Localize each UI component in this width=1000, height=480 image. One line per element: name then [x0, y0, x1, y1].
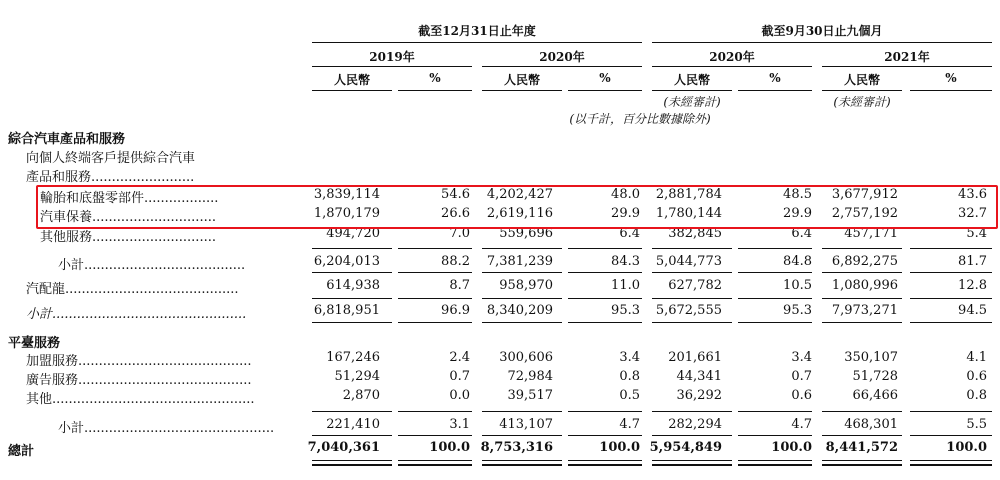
total-label: 總計 [8, 444, 35, 459]
cell-other-2: 39,517 [507, 388, 553, 403]
col-rule-1 [312, 90, 392, 91]
cell-total-5: 100.0 [771, 440, 812, 455]
rule-1-1 [398, 272, 472, 273]
cell-qipeilong-6: 1,080,996 [831, 278, 898, 293]
cell-subtotal-integrated-5: 84.8 [783, 254, 812, 269]
col-pct-3: % [769, 71, 781, 85]
cell-subtotal-platform-5: 4.7 [791, 417, 812, 432]
highlight-box [36, 185, 998, 229]
cell-advertising-services-6: 51,728 [852, 369, 898, 384]
cell-subtotal-products-0: 6,818,951 [313, 303, 380, 318]
cell-franchise-services-1: 2.4 [449, 350, 470, 365]
rule-2-5 [738, 298, 812, 299]
rule-double-6 [822, 464, 902, 466]
rule-double-2 [482, 464, 562, 466]
cell-subtotal-platform-2: 413,107 [499, 417, 553, 432]
rule-2-7 [910, 298, 992, 299]
row-label-other-services: 其他服務.............................. [40, 230, 216, 245]
year-rule-3 [652, 66, 812, 67]
rule-6-0 [312, 460, 392, 461]
year-2021: 2021年 [884, 50, 930, 64]
col-rule-8 [910, 90, 992, 91]
col-pct-4: % [945, 71, 957, 85]
rule-2-6 [822, 298, 902, 299]
cell-other-0: 2,870 [342, 388, 380, 403]
cell-subtotal-products-1: 96.9 [441, 303, 470, 318]
cell-total-6: 8,441,572 [825, 440, 898, 455]
cell-other-7: 0.8 [966, 388, 987, 403]
cell-total-4: 5,954,849 [649, 440, 722, 455]
cell-tires-chassis-6: 3,677,912 [831, 187, 898, 202]
cell-subtotal-products-7: 94.5 [958, 303, 987, 318]
cell-other-services-3: 6.4 [619, 226, 640, 241]
rule-0-7 [910, 248, 992, 249]
unaudited-note-1: (未經審計) [663, 95, 721, 109]
year-2020-a: 2020年 [539, 50, 585, 64]
rule-4-4 [652, 411, 732, 412]
rule-6-2 [482, 460, 562, 461]
rule-5-0 [312, 435, 392, 436]
rule-4-1 [398, 411, 472, 412]
cell-car-maintenance-0: 1,870,179 [313, 206, 380, 221]
rule-0-3 [568, 248, 642, 249]
rule-double-3 [568, 464, 642, 466]
cell-subtotal-platform-3: 4.7 [619, 417, 640, 432]
cell-total-2: 8,753,316 [480, 440, 553, 455]
cell-qipeilong-4: 627,782 [668, 278, 722, 293]
cell-total-1: 100.0 [429, 440, 470, 455]
cell-franchise-services-0: 167,246 [326, 350, 380, 365]
cell-subtotal-integrated-6: 6,892,275 [831, 254, 898, 269]
row-label-subtotal-platform: 小計.............................................. [58, 421, 275, 436]
rule-3-0 [312, 322, 392, 323]
rule-1-3 [568, 272, 642, 273]
cell-other-1: 0.0 [449, 388, 470, 403]
rule-0-6 [822, 248, 902, 249]
cell-qipeilong-1: 8.7 [449, 278, 470, 293]
col-rmb-2: 人民幣 [503, 73, 540, 87]
col-rule-6 [738, 90, 812, 91]
cell-car-maintenance-6: 2,757,192 [831, 206, 898, 221]
cell-franchise-services-4: 201,661 [668, 350, 722, 365]
cell-advertising-services-1: 0.7 [449, 369, 470, 384]
cell-qipeilong-5: 10.5 [783, 278, 812, 293]
col-pct-2: % [599, 71, 611, 85]
cell-car-maintenance-7: 32.7 [958, 206, 987, 221]
cell-subtotal-products-2: 8,340,209 [486, 303, 553, 318]
cell-other-6: 66,466 [852, 388, 898, 403]
cell-subtotal-integrated-0: 6,204,013 [313, 254, 380, 269]
cell-other-services-6: 457,171 [844, 226, 898, 241]
cell-franchise-services-7: 4.1 [966, 350, 987, 365]
rule-3-3 [568, 322, 642, 323]
cell-tires-chassis-2: 4,202,427 [486, 187, 553, 202]
cell-subtotal-products-5: 95.3 [783, 303, 812, 318]
section-integrated-sub2: 產品和服務......................... [26, 170, 195, 185]
rule-4-7 [910, 411, 992, 412]
rule-1-6 [822, 272, 902, 273]
cell-subtotal-platform-6: 468,301 [844, 417, 898, 432]
rule-0-2 [482, 248, 562, 249]
rule-double-1 [398, 464, 472, 466]
row-label-subtotal-integrated: 小計....................................... [58, 258, 246, 273]
rule-double-4 [652, 464, 732, 466]
cell-subtotal-platform-0: 221,410 [326, 417, 380, 432]
cell-car-maintenance-5: 29.9 [783, 206, 812, 221]
cell-subtotal-platform-4: 282,294 [668, 417, 722, 432]
col-rule-4 [568, 90, 642, 91]
rule-5-6 [822, 435, 902, 436]
rule-3-6 [822, 322, 902, 323]
cell-advertising-services-0: 51,294 [334, 369, 380, 384]
cell-franchise-services-3: 3.4 [619, 350, 640, 365]
row-label-advertising-services: 廣告服務.......................................... [26, 373, 252, 388]
header-nine-months: 截至9月30日止九個月 [761, 24, 883, 38]
rule-3-1 [398, 322, 472, 323]
cell-tires-chassis-7: 43.6 [958, 187, 987, 202]
rule-6-5 [738, 460, 812, 461]
rule-4-3 [568, 411, 642, 412]
rule-double-5 [738, 464, 812, 466]
unit-note: (以千計，百分比數據除外) [569, 112, 711, 126]
year-2020-b: 2020年 [709, 50, 755, 64]
rule-2-2 [482, 298, 562, 299]
cell-subtotal-integrated-1: 88.2 [441, 254, 470, 269]
year-2019: 2019年 [369, 50, 415, 64]
cell-franchise-services-6: 350,107 [844, 350, 898, 365]
rule-6-3 [568, 460, 642, 461]
col-rmb-4: 人民幣 [843, 73, 880, 87]
cell-advertising-services-4: 44,341 [676, 369, 722, 384]
row-label-franchise-services: 加盟服務.......................................... [26, 354, 252, 369]
cell-other-4: 36,292 [676, 388, 722, 403]
cell-subtotal-platform-1: 3.1 [449, 417, 470, 432]
rule-3-7 [910, 322, 992, 323]
rule-0-4 [652, 248, 732, 249]
row-label-other: 其他................................................. [26, 392, 255, 407]
cell-franchise-services-5: 3.4 [791, 350, 812, 365]
col-rmb-1: 人民幣 [333, 73, 370, 87]
col-rule-5 [652, 90, 732, 91]
rule-4-5 [738, 411, 812, 412]
header-rule-left [312, 42, 642, 43]
rule-6-4 [652, 460, 732, 461]
cell-other-services-0: 494,720 [326, 226, 380, 241]
cell-tires-chassis-1: 54.6 [441, 187, 470, 202]
cell-qipeilong-0: 614,938 [326, 278, 380, 293]
year-rule-2 [482, 66, 642, 67]
cell-car-maintenance-4: 1,780,144 [655, 206, 722, 221]
rule-2-3 [568, 298, 642, 299]
cell-other-services-4: 382,845 [668, 226, 722, 241]
rule-1-7 [910, 272, 992, 273]
cell-qipeilong-2: 958,970 [499, 278, 553, 293]
row-label-tires-chassis: 輪胎和底盤零部件.................. [40, 191, 219, 206]
header-full-year: 截至12月31日止年度 [418, 24, 536, 38]
rule-4-2 [482, 411, 562, 412]
rule-5-1 [398, 435, 472, 436]
cell-qipeilong-7: 12.8 [958, 278, 987, 293]
rule-6-1 [398, 460, 472, 461]
year-rule-1 [312, 66, 472, 67]
row-label-subtotal-products: 小計............................................... [26, 307, 247, 322]
cell-total-7: 100.0 [946, 440, 987, 455]
cell-total-0: 7,040,361 [307, 440, 380, 455]
rule-double-0 [312, 464, 392, 466]
section-platform-title: 平臺服務 [8, 336, 61, 351]
rule-5-5 [738, 435, 812, 436]
row-label-car-maintenance: 汽車保養.............................. [40, 210, 216, 225]
rule-4-6 [822, 411, 902, 412]
cell-subtotal-integrated-7: 81.7 [958, 254, 987, 269]
cell-other-services-1: 7.0 [449, 226, 470, 241]
rule-2-1 [398, 298, 472, 299]
rule-2-4 [652, 298, 732, 299]
rule-2-0 [312, 298, 392, 299]
cell-tires-chassis-0: 3,839,114 [313, 187, 380, 202]
rule-6-6 [822, 460, 902, 461]
section-integrated-sub1: 向個人終端客戶提供綜合汽車 [26, 151, 196, 166]
cell-car-maintenance-1: 26.6 [441, 206, 470, 221]
cell-franchise-services-2: 300,606 [499, 350, 553, 365]
year-rule-4 [822, 66, 992, 67]
rule-0-1 [398, 248, 472, 249]
col-rule-7 [822, 90, 902, 91]
cell-subtotal-integrated-3: 84.3 [611, 254, 640, 269]
cell-other-3: 0.5 [619, 388, 640, 403]
row-label-qipeilong: 汽配龍.......................................... [26, 282, 239, 297]
rule-0-0 [312, 248, 392, 249]
cell-advertising-services-7: 0.6 [966, 369, 987, 384]
cell-subtotal-products-4: 5,672,555 [655, 303, 722, 318]
cell-other-5: 0.6 [791, 388, 812, 403]
col-rule-3 [482, 90, 562, 91]
rule-3-4 [652, 322, 732, 323]
cell-advertising-services-5: 0.7 [791, 369, 812, 384]
rule-5-7 [910, 435, 992, 436]
cell-tires-chassis-5: 48.5 [783, 187, 812, 202]
rule-5-3 [568, 435, 642, 436]
rule-5-2 [482, 435, 562, 436]
col-rmb-3: 人民幣 [673, 73, 710, 87]
rule-0-5 [738, 248, 812, 249]
rule-3-2 [482, 322, 562, 323]
cell-other-services-2: 559,696 [499, 226, 553, 241]
cell-subtotal-products-3: 95.3 [611, 303, 640, 318]
section-integrated-title: 綜合汽車產品和服務 [8, 132, 126, 147]
cell-tires-chassis-3: 48.0 [611, 187, 640, 202]
unaudited-note-2: (未經審計) [833, 95, 891, 109]
rule-4-0 [312, 411, 392, 412]
col-pct-1: % [429, 71, 441, 85]
cell-tires-chassis-4: 2,881,784 [655, 187, 722, 202]
cell-car-maintenance-3: 29.9 [611, 206, 640, 221]
cell-subtotal-integrated-4: 5,044,773 [655, 254, 722, 269]
rule-6-7 [910, 460, 992, 461]
rule-1-4 [652, 272, 732, 273]
cell-other-services-7: 5.4 [966, 226, 987, 241]
rule-1-0 [312, 272, 392, 273]
cell-subtotal-products-6: 7,973,271 [831, 303, 898, 318]
cell-subtotal-integrated-2: 7,381,239 [486, 254, 553, 269]
rule-1-5 [738, 272, 812, 273]
col-rule-2 [398, 90, 472, 91]
header-rule-right [652, 42, 992, 43]
rule-3-5 [738, 322, 812, 323]
cell-other-services-5: 6.4 [791, 226, 812, 241]
cell-subtotal-platform-7: 5.5 [966, 417, 987, 432]
cell-advertising-services-3: 0.8 [619, 369, 640, 384]
cell-car-maintenance-2: 2,619,116 [486, 206, 553, 221]
rule-double-7 [910, 464, 992, 466]
cell-advertising-services-2: 72,984 [507, 369, 553, 384]
cell-total-3: 100.0 [599, 440, 640, 455]
rule-1-2 [482, 272, 562, 273]
cell-qipeilong-3: 11.0 [611, 278, 640, 293]
rule-5-4 [652, 435, 732, 436]
